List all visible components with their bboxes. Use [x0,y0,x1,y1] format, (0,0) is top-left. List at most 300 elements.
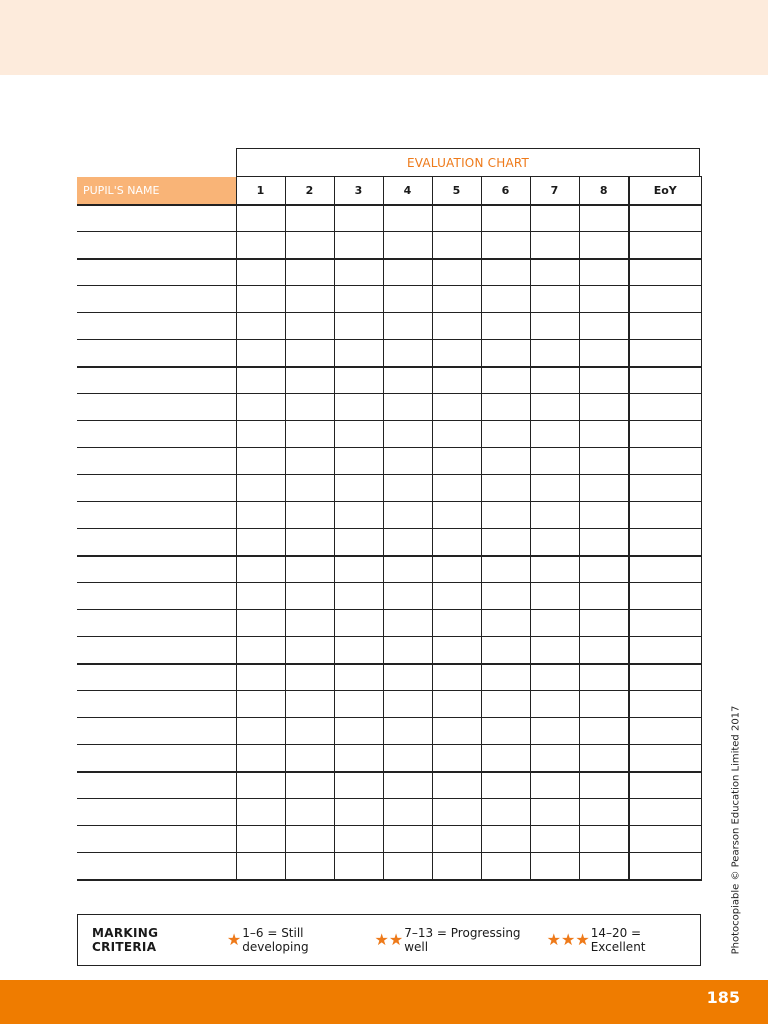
eoy-score-cell[interactable] [629,205,701,232]
score-cell[interactable] [285,475,334,502]
score-cell[interactable] [530,745,579,772]
score-cell[interactable] [432,826,481,853]
pupil-name-cell[interactable] [77,799,236,826]
score-cell[interactable] [481,853,530,880]
table-row [77,205,701,232]
score-cell[interactable] [334,529,383,556]
score-cell[interactable] [432,232,481,259]
score-cell[interactable] [236,799,285,826]
eoy-score-cell[interactable] [629,853,701,880]
table-row [77,502,701,529]
score-cell[interactable] [236,232,285,259]
criteria-item-progressing-well [375,926,533,954]
score-cell[interactable] [432,259,481,286]
score-cell[interactable] [579,826,629,853]
eoy-score-cell[interactable] [629,772,701,799]
score-cell[interactable] [481,448,530,475]
score-cell[interactable] [334,394,383,421]
score-cell[interactable] [432,502,481,529]
criteria-item-still-developing [227,926,361,954]
table-row [77,610,701,637]
pupil-name-cell[interactable] [77,853,236,880]
score-cell[interactable] [334,340,383,367]
score-cell[interactable] [481,718,530,745]
score-cell[interactable] [432,313,481,340]
column-header-1: 1 [236,177,285,205]
table-row [77,556,701,583]
score-cell[interactable] [383,313,432,340]
eoy-score-cell[interactable] [629,232,701,259]
table-body [77,205,701,880]
score-cell[interactable] [334,502,383,529]
score-cell[interactable] [432,664,481,691]
score-cell[interactable] [236,448,285,475]
column-header-2: 2 [285,177,334,205]
pupil-name-cell[interactable] [77,610,236,637]
score-cell[interactable] [579,745,629,772]
score-cell[interactable] [285,367,334,394]
eoy-score-cell[interactable] [629,448,701,475]
pupil-name-cell[interactable] [77,772,236,799]
eoy-score-cell[interactable] [629,421,701,448]
score-cell[interactable] [579,853,629,880]
score-cell[interactable] [285,772,334,799]
score-cell[interactable] [481,799,530,826]
top-header-band [0,0,768,75]
score-cell[interactable] [334,718,383,745]
evaluation-table [77,176,702,881]
score-cell[interactable] [285,691,334,718]
score-cell[interactable] [236,583,285,610]
score-cell[interactable] [334,664,383,691]
score-cell[interactable] [579,529,629,556]
score-cell[interactable] [285,853,334,880]
score-cell[interactable] [236,853,285,880]
score-cell[interactable] [383,232,432,259]
score-cell[interactable] [579,691,629,718]
pupil-name-cell[interactable] [77,313,236,340]
score-cell[interactable] [579,421,629,448]
eoy-score-cell[interactable] [629,610,701,637]
score-cell[interactable] [432,799,481,826]
table-row [77,259,701,286]
score-cell[interactable] [236,610,285,637]
pupil-name-cell[interactable] [77,340,236,367]
score-cell[interactable] [383,772,432,799]
score-cell[interactable] [579,340,629,367]
score-cell[interactable] [579,313,629,340]
eoy-score-cell[interactable] [629,826,701,853]
score-cell[interactable] [579,799,629,826]
table-row [77,772,701,799]
eoy-score-cell[interactable] [629,313,701,340]
score-cell[interactable] [236,745,285,772]
score-cell[interactable] [530,556,579,583]
score-cell[interactable] [383,394,432,421]
score-cell[interactable] [383,205,432,232]
score-cell[interactable] [481,475,530,502]
score-cell[interactable] [432,205,481,232]
score-cell[interactable] [432,637,481,664]
table-row [77,691,701,718]
score-cell[interactable] [383,286,432,313]
copyright-notice: Photocopiable © Pearson Education Limited 2017 [730,705,742,955]
score-cell[interactable] [383,583,432,610]
score-cell[interactable] [383,475,432,502]
score-cell[interactable] [334,556,383,583]
score-cell[interactable] [285,340,334,367]
score-cell[interactable] [432,475,481,502]
pupil-name-cell[interactable] [77,205,236,232]
score-cell[interactable] [481,583,530,610]
score-cell[interactable] [236,394,285,421]
score-cell[interactable] [334,448,383,475]
score-cell[interactable] [334,583,383,610]
score-cell[interactable] [432,394,481,421]
score-cell[interactable] [383,745,432,772]
eoy-score-cell[interactable] [629,286,701,313]
star-icon: ★ [226,930,242,949]
score-cell[interactable] [530,340,579,367]
score-cell[interactable] [285,583,334,610]
score-cell[interactable] [285,745,334,772]
eoy-score-cell[interactable] [629,799,701,826]
score-cell[interactable] [432,421,481,448]
score-cell[interactable] [334,421,383,448]
score-cell[interactable] [383,610,432,637]
pupil-name-cell[interactable] [77,637,236,664]
score-cell[interactable] [432,853,481,880]
score-cell[interactable] [334,691,383,718]
score-cell[interactable] [481,826,530,853]
score-cell[interactable] [285,529,334,556]
eoy-score-cell[interactable] [629,583,701,610]
score-cell[interactable] [530,583,579,610]
table-row [77,394,701,421]
score-cell[interactable] [579,286,629,313]
score-cell[interactable] [383,853,432,880]
score-cell[interactable] [432,583,481,610]
eoy-score-cell[interactable] [629,367,701,394]
pupil-name-cell[interactable] [77,745,236,772]
table-row [77,313,701,340]
score-cell[interactable] [530,610,579,637]
score-cell[interactable] [285,718,334,745]
score-cell[interactable] [481,367,530,394]
score-cell[interactable] [285,259,334,286]
score-cell[interactable] [432,745,481,772]
score-cell[interactable] [383,259,432,286]
score-cell[interactable] [481,205,530,232]
pupil-name-cell[interactable] [77,394,236,421]
score-cell[interactable] [334,853,383,880]
pupil-name-cell[interactable] [77,691,236,718]
score-cell[interactable] [383,340,432,367]
criteria-text: 7–13 = Progressing well [404,926,521,954]
score-cell[interactable] [285,556,334,583]
table-row [77,529,701,556]
score-cell[interactable] [285,313,334,340]
score-cell[interactable] [334,610,383,637]
table-row [77,799,701,826]
score-cell[interactable] [432,556,481,583]
score-cell[interactable] [285,502,334,529]
score-cell[interactable] [383,637,432,664]
score-cell[interactable] [530,421,579,448]
score-cell[interactable] [236,475,285,502]
score-cell[interactable] [285,286,334,313]
score-cell[interactable] [530,313,579,340]
score-cell[interactable] [530,205,579,232]
score-cell[interactable] [236,259,285,286]
eoy-score-cell[interactable] [629,556,701,583]
score-cell[interactable] [285,394,334,421]
score-cell[interactable] [579,610,629,637]
page-number: 185 [706,988,740,1007]
pupil-name-cell[interactable] [77,502,236,529]
score-cell[interactable] [334,799,383,826]
pupil-name-cell[interactable] [77,259,236,286]
score-cell[interactable] [481,232,530,259]
column-header-5: 5 [432,177,481,205]
table-row [77,367,701,394]
pupil-name-cell[interactable] [77,556,236,583]
score-cell[interactable] [530,448,579,475]
score-cell[interactable] [334,313,383,340]
score-cell[interactable] [530,232,579,259]
score-cell[interactable] [530,475,579,502]
score-cell[interactable] [285,448,334,475]
pupil-name-cell[interactable] [77,826,236,853]
score-cell[interactable] [579,367,629,394]
eoy-score-cell[interactable] [629,340,701,367]
score-cell[interactable] [530,664,579,691]
score-cell[interactable] [383,826,432,853]
score-cell[interactable] [236,718,285,745]
score-cell[interactable] [236,205,285,232]
column-header-3: 3 [334,177,383,205]
score-cell[interactable] [334,259,383,286]
score-cell[interactable] [236,502,285,529]
score-cell[interactable] [236,421,285,448]
table-row [77,340,701,367]
score-cell[interactable] [579,448,629,475]
pupil-name-cell[interactable] [77,583,236,610]
marking-criteria-label: MARKING CRITERIA [92,926,159,954]
score-cell[interactable] [530,637,579,664]
pupil-name-cell[interactable] [77,367,236,394]
table-row [77,286,701,313]
score-cell[interactable] [481,664,530,691]
score-cell[interactable] [579,502,629,529]
score-cell[interactable] [236,556,285,583]
score-cell[interactable] [383,664,432,691]
score-cell[interactable] [481,394,530,421]
score-cell[interactable] [530,853,579,880]
table-row [77,826,701,853]
eoy-score-cell[interactable] [629,745,701,772]
score-cell[interactable] [285,421,334,448]
score-cell[interactable] [432,772,481,799]
score-cell[interactable] [530,286,579,313]
score-cell[interactable] [383,502,432,529]
table-row [77,718,701,745]
score-cell[interactable] [334,286,383,313]
score-cell[interactable] [334,205,383,232]
score-cell[interactable] [481,421,530,448]
score-cell[interactable] [285,799,334,826]
score-cell[interactable] [334,232,383,259]
table-row [77,853,701,880]
score-cell[interactable] [236,367,285,394]
score-cell[interactable] [481,502,530,529]
score-cell[interactable] [579,475,629,502]
eoy-score-cell[interactable] [629,394,701,421]
eoy-score-cell[interactable] [629,718,701,745]
score-cell[interactable] [432,718,481,745]
score-cell[interactable] [530,772,579,799]
score-cell[interactable] [579,637,629,664]
score-cell[interactable] [236,313,285,340]
score-cell[interactable] [579,205,629,232]
criteria-text: 1–6 = Still developing [242,926,309,954]
score-cell[interactable] [236,664,285,691]
column-header-8: 8 [579,177,629,205]
score-cell[interactable] [285,232,334,259]
score-cell[interactable] [530,826,579,853]
score-cell[interactable] [334,826,383,853]
score-cell[interactable] [236,826,285,853]
score-cell[interactable] [579,232,629,259]
score-cell[interactable] [530,367,579,394]
column-header-eoy: EoY [629,177,701,205]
score-cell[interactable] [481,313,530,340]
score-cell[interactable] [530,259,579,286]
pupil-name-cell[interactable] [77,286,236,313]
column-header-4: 4 [383,177,432,205]
pupil-name-cell[interactable] [77,448,236,475]
score-cell[interactable] [481,529,530,556]
score-cell[interactable] [236,637,285,664]
score-cell[interactable] [530,691,579,718]
score-cell[interactable] [432,340,481,367]
score-cell[interactable] [432,610,481,637]
score-cell[interactable] [236,529,285,556]
score-cell[interactable] [481,340,530,367]
score-cell[interactable] [481,610,530,637]
pupil-name-cell[interactable] [77,232,236,259]
score-cell[interactable] [579,259,629,286]
pupil-name-cell[interactable] [77,421,236,448]
score-cell[interactable] [334,637,383,664]
pupil-name-cell[interactable] [77,529,236,556]
score-cell[interactable] [285,610,334,637]
score-cell[interactable] [383,529,432,556]
score-cell[interactable] [285,664,334,691]
pupil-name-cell[interactable] [77,718,236,745]
table-row [77,232,701,259]
score-cell[interactable] [579,772,629,799]
pupil-name-cell[interactable] [77,475,236,502]
eoy-score-cell[interactable] [629,691,701,718]
score-cell[interactable] [579,394,629,421]
eoy-score-cell[interactable] [629,259,701,286]
score-cell[interactable] [579,664,629,691]
eoy-score-cell[interactable] [629,529,701,556]
score-cell[interactable] [432,367,481,394]
eoy-score-cell[interactable] [629,475,701,502]
score-cell[interactable] [481,772,530,799]
score-cell[interactable] [481,259,530,286]
score-cell[interactable] [383,556,432,583]
table-row [77,745,701,772]
score-cell[interactable] [383,718,432,745]
score-cell[interactable] [579,718,629,745]
score-cell[interactable] [481,556,530,583]
score-cell[interactable] [236,340,285,367]
pupil-name-header: PUPIL'S NAME [77,177,236,205]
score-cell[interactable] [236,691,285,718]
score-cell[interactable] [481,637,530,664]
score-cell[interactable] [530,502,579,529]
score-cell[interactable] [383,421,432,448]
score-cell[interactable] [334,745,383,772]
score-cell[interactable] [383,448,432,475]
column-header-6: 6 [481,177,530,205]
score-cell[interactable] [334,367,383,394]
score-cell[interactable] [481,286,530,313]
table-row [77,664,701,691]
table-row [77,583,701,610]
table-row [77,448,701,475]
score-cell[interactable] [481,745,530,772]
pupil-name-cell[interactable] [77,664,236,691]
table-row [77,475,701,502]
score-cell[interactable] [236,772,285,799]
score-cell[interactable] [432,286,481,313]
table-header-row [77,177,701,205]
score-cell[interactable] [383,367,432,394]
chart-title-text: EVALUATION CHART [406,155,530,170]
score-cell[interactable] [432,529,481,556]
score-cell[interactable] [530,394,579,421]
table-row [77,637,701,664]
score-cell[interactable] [383,691,432,718]
eoy-score-cell[interactable] [629,664,701,691]
score-cell[interactable] [236,286,285,313]
score-cell[interactable] [432,448,481,475]
score-cell[interactable] [530,529,579,556]
score-cell[interactable] [579,556,629,583]
criteria-text: 14–20 = Excellent [590,926,646,954]
score-cell[interactable] [285,637,334,664]
score-cell[interactable] [334,772,383,799]
footer-band [0,980,768,1024]
star-icon: ★★ [374,930,404,949]
marking-criteria-box [77,914,701,966]
score-cell[interactable] [285,205,334,232]
score-cell[interactable] [432,691,481,718]
score-cell[interactable] [530,718,579,745]
eoy-score-cell[interactable] [629,637,701,664]
eoy-score-cell[interactable] [629,502,701,529]
score-cell[interactable] [579,583,629,610]
score-cell[interactable] [334,475,383,502]
score-cell[interactable] [530,799,579,826]
score-cell[interactable] [285,826,334,853]
score-cell[interactable] [481,691,530,718]
score-cell[interactable] [383,799,432,826]
